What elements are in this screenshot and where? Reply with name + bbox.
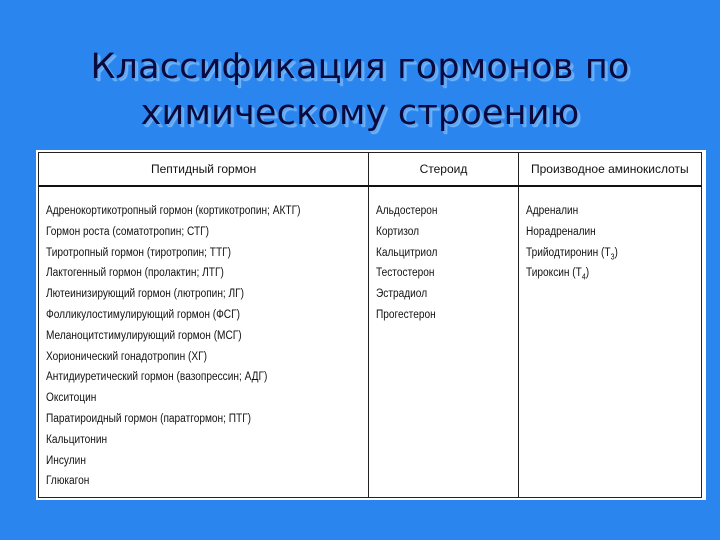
peptide-hormone-item: Антидиуретический гормон (вазопрессин; АДГ)	[46, 371, 268, 384]
amino-cell	[518, 186, 701, 498]
peptide-hormone-item: Гормон роста (соматотропин; СТГ)	[46, 225, 210, 238]
peptide-cell	[39, 186, 369, 498]
slide-title-line-1: Классификация гормонов по	[90, 47, 630, 87]
amino-acid-hormone-item-text: Норадреналин	[525, 225, 596, 238]
steroid-cell	[369, 186, 518, 498]
peptide-hormone-item: Глюкагон	[46, 475, 90, 488]
amino-acid-hormone-item	[526, 243, 677, 264]
column-header-amino-acid-derivative: Производное аминокислоты	[518, 153, 701, 187]
peptide-hormone-item: Хорионический гонадотропин (ХГ)	[46, 350, 207, 363]
peptide-hormone-item: Фолликулостимулирующий гормон (ФСГ)	[46, 308, 240, 321]
peptide-hormone-item: Инсулин	[46, 454, 86, 467]
slide-title	[0, 44, 720, 136]
peptide-hormone-item: Меланоцитстимулирующий гормон (МСГ)	[46, 329, 242, 342]
steroid-hormone-item: Кортизол	[376, 225, 420, 238]
amino-acid-hormone-item	[526, 201, 677, 222]
slide-title-line-2: химическому строению	[140, 93, 580, 133]
peptide-hormone-item: Лютеинизирующий гормон (лютропин; ЛГ)	[46, 288, 245, 301]
amino-acid-derivative-list	[519, 201, 701, 284]
amino-acid-hormone-item-subscript: 4	[581, 272, 586, 282]
amino-acid-hormone-item-text: Адреналин	[525, 205, 578, 217]
steroid-hormone-item: Прогестерон	[376, 308, 436, 321]
hormone-classification-table-card	[36, 150, 706, 500]
column-header-peptide: Пептидный гормон	[39, 153, 369, 187]
amino-acid-hormone-item	[526, 222, 677, 243]
amino-acid-hormone-item-text: Тироксин (Т	[525, 267, 582, 280]
amino-acid-hormone-item	[526, 263, 677, 284]
amino-acid-hormone-item-subscript: 3	[610, 251, 615, 261]
peptide-hormone-item: Тиротропный гормон (тиротропин; ТТГ)	[46, 246, 231, 259]
table-header-row	[39, 153, 702, 187]
hormone-classification-table	[38, 152, 702, 498]
steroid-hormone-item: Кальцитриол	[376, 246, 438, 259]
peptide-list	[39, 201, 368, 492]
peptide-hormone-item: Окситоцин	[46, 392, 97, 405]
amino-acid-hormone-item-suffix: )	[614, 246, 618, 259]
amino-acid-hormone-item-text: Трийодтиронин (Т	[525, 246, 611, 259]
steroid-list	[369, 201, 517, 326]
peptide-hormone-item: Лактогенный гормон (пролактин; ЛТГ)	[46, 267, 224, 280]
steroid-hormone-item: Эстрадиол	[376, 288, 428, 301]
amino-acid-hormone-item-suffix: )	[585, 267, 589, 280]
peptide-hormone-item: Адренокортикотропный гормон (кортикотропин; АКТГ)	[46, 205, 301, 217]
steroid-hormone-item: Тестостерон	[376, 267, 435, 280]
column-header-steroid: Стероид	[369, 153, 518, 187]
peptide-hormone-item: Паратироидный гормон (паратгормон; ПТГ)	[46, 412, 252, 425]
table-body-row	[39, 186, 702, 498]
steroid-hormone-item: Альдостерон	[376, 205, 438, 217]
peptide-hormone-item: Кальцитонин	[46, 433, 108, 446]
